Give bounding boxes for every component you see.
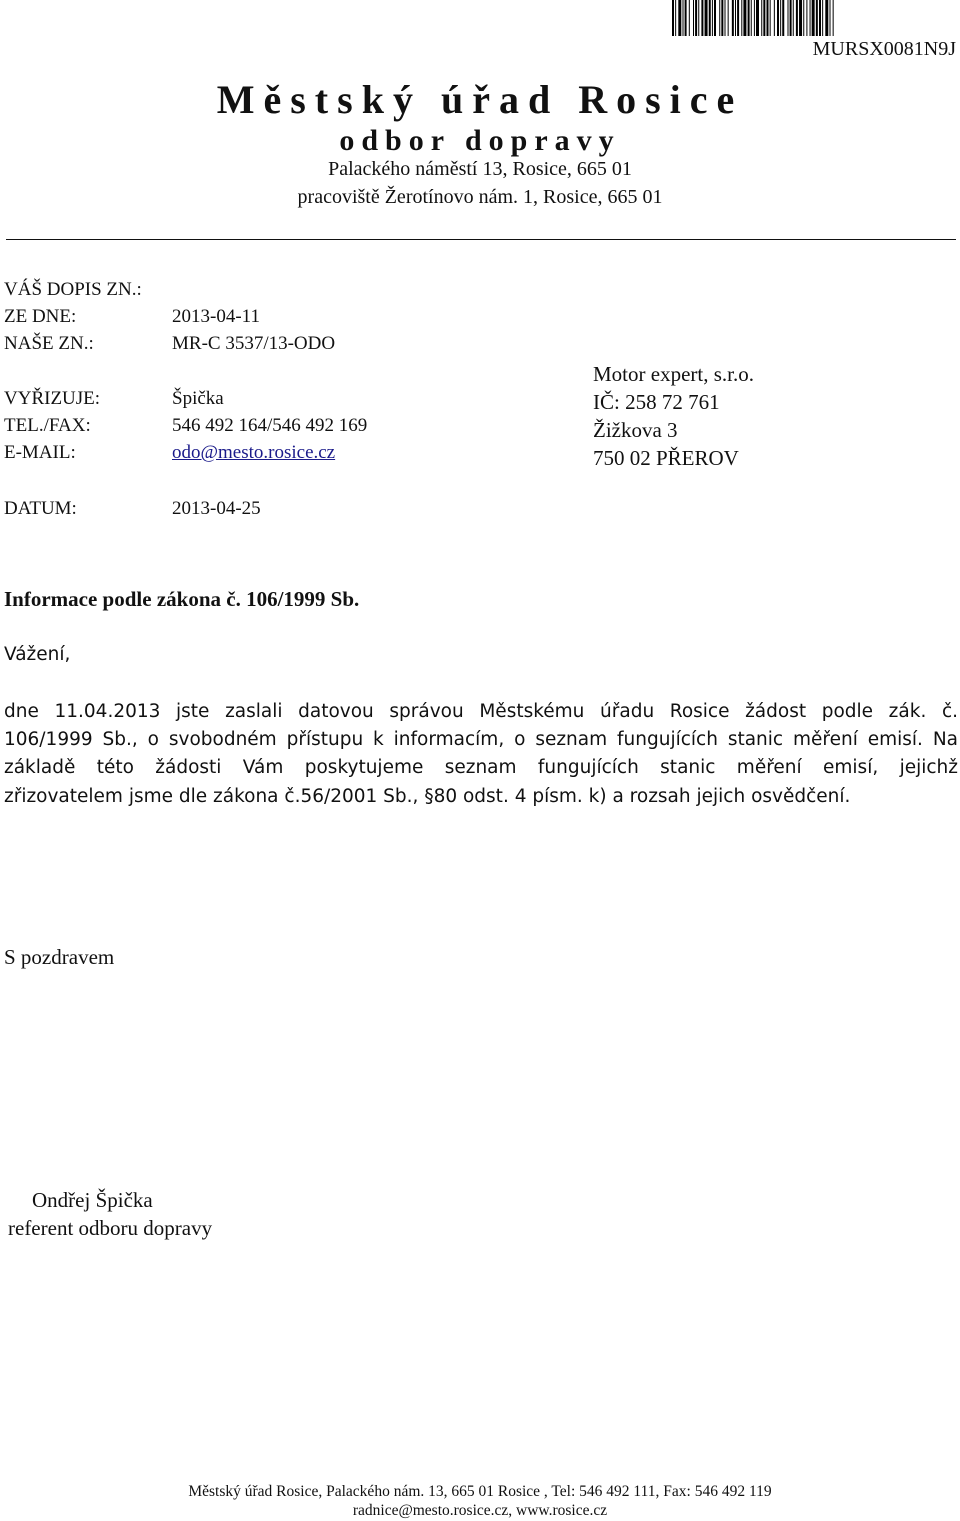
date-label: DATUM:	[4, 498, 77, 519]
handled-by-value: Špička	[172, 388, 224, 409]
tel-fax-label: TEL./FAX:	[4, 415, 91, 436]
recipient-city: 750 02 PŘEROV	[593, 446, 739, 470]
tel-fax-value: 546 492 164/546 492 169	[172, 415, 368, 436]
office-title: Městský úřad Rosice	[216, 77, 744, 122]
department-subtitle: odbor dopravy	[339, 124, 621, 157]
recipient-ic: IČ: 258 72 761	[593, 390, 720, 414]
paragraph-line: 106/1999 Sb., o svobodném přístupu k informacím, o seznam fungujících stanic měření emisí. Na	[4, 729, 958, 751]
footer-contacts: radnice@mesto.rosice.cz, www.rosice.cz	[352, 1502, 608, 1519]
closing: S pozdravem	[4, 945, 115, 969]
barcode	[672, 0, 958, 36]
paragraph-line: základě této žádosti Vám poskytujeme seznam fungujících stanic měření emisí, jejichž	[4, 757, 958, 779]
recipient-street: Žižkova 3	[593, 418, 678, 442]
signature-role: referent odboru dopravy	[8, 1216, 213, 1240]
date-of-letter-label: ZE DNE:	[4, 306, 77, 327]
your-letter-label: VÁŠ DOPIS ZN.:	[4, 279, 142, 300]
header-divider	[6, 239, 956, 240]
paragraph-line: dne 11.04.2013 jste zaslali datovou správou Městskému úřadu Rosice žádost podle zák. č.	[4, 701, 958, 722]
body-paragraph	[4, 698, 958, 811]
workplace-address: pracoviště Žerotínovo nám. 1, Rosice, 665 01	[297, 186, 663, 208]
email-link[interactable]: odo@mesto.rosice.cz	[172, 442, 336, 463]
signature-name: Ondřej Špička	[32, 1188, 153, 1212]
date-of-letter-value: 2013-04-11	[172, 306, 260, 327]
office-address: Palackého náměstí 13, Rosice, 665 01	[328, 158, 632, 180]
footer-address: Městský úřad Rosice, Palackého nám. 13, 665 01 Rosice , Tel: 546 492 111, Fax: 546 492 119	[188, 1483, 772, 1500]
email-label: E-MAIL:	[4, 442, 76, 463]
our-reference-value: MR-C 3537/13-ODO	[172, 333, 336, 354]
recipient-name: Motor expert, s.r.o.	[593, 362, 754, 386]
date-value: 2013-04-25	[172, 498, 261, 519]
handled-by-label: VYŘIZUJE:	[4, 388, 101, 409]
document-id: MURSX0081N9J	[812, 38, 956, 60]
salutation: Vážení,	[4, 644, 71, 665]
paragraph-line: zřizovatelem jsme dle zákona č.56/2001 Sb., §80 odst. 4 písm. k) a rozsah jejich osvědčení.	[4, 785, 851, 807]
our-reference-label: NAŠE ZN.:	[4, 333, 94, 354]
subject-heading: Informace podle zákona č. 106/1999 Sb.	[4, 587, 360, 611]
